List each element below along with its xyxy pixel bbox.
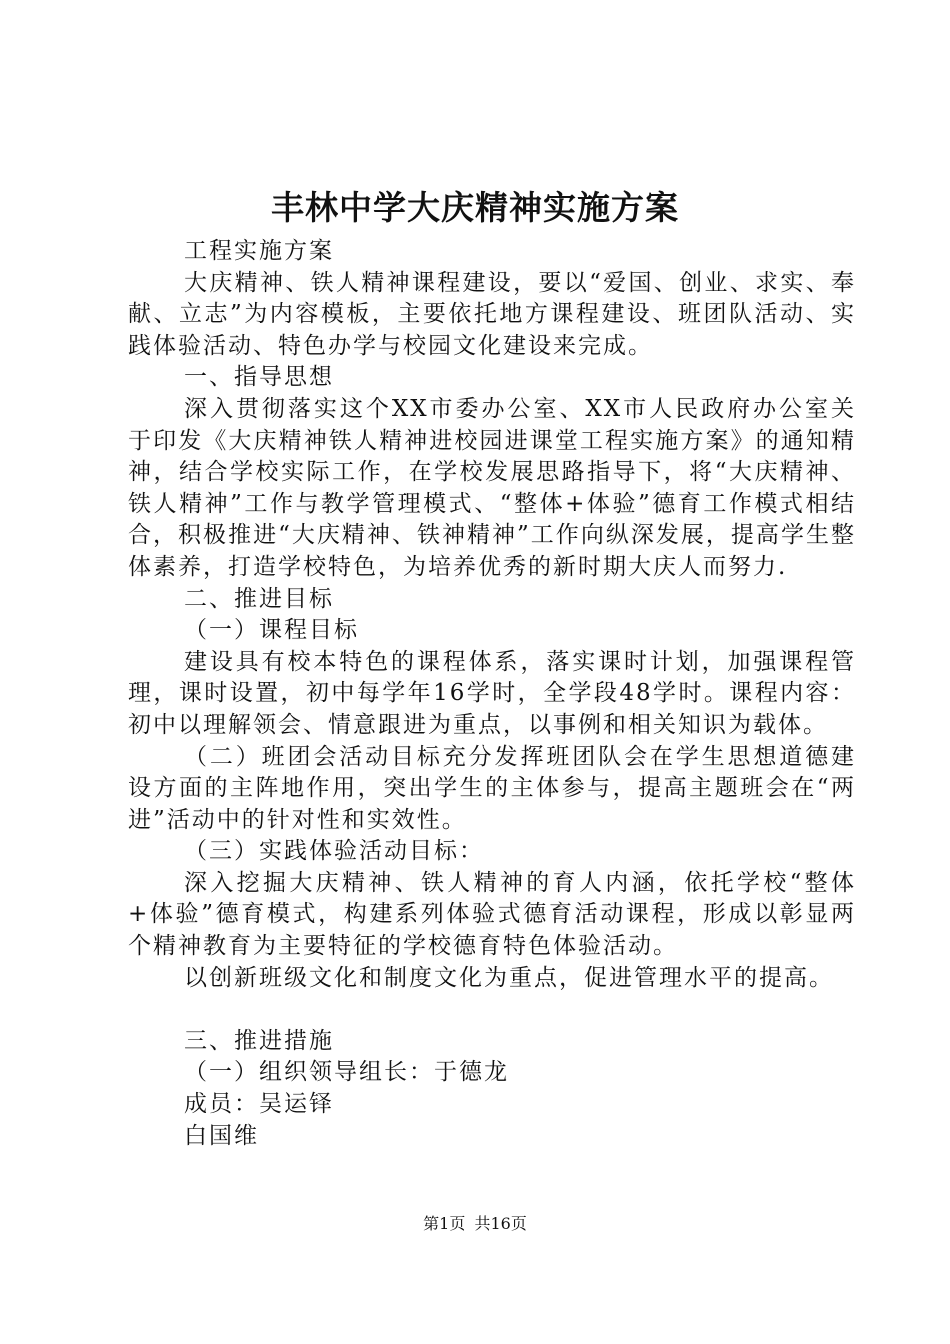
paragraph-class-activity-goal: （二）班团会活动目标充分发挥班团队会在学生思想道德建设方面的主阵地作用，突出学生的主体参与，提高主题班会在“两进”活动中的针对性和实效性。 <box>128 743 856 833</box>
heading-practice-goal: （三）实践体验活动目标： <box>184 838 484 865</box>
paragraph-leader: （一）组织领导组长：于德龙 <box>184 1059 509 1086</box>
heading-guiding-ideology: 一、指导思想 <box>184 364 334 391</box>
paragraph-course-goal: 建设具有校本特色的课程体系，落实课时计划，加强课程管理，课时设置，初中每学年16学时，全学段48学时。课程内容：初中以理解领会、情意跟进为重点，以事例和相关知识为载体。 <box>128 648 856 738</box>
paragraph-course-construction: 大庆精神、铁人精神课程建设，要以“爱国、创业、求实、奉献、立志”为内容模板，主要依托地方课程建设、班团队活动、实践体验活动、特色办学与校园文化建设来完成。 <box>128 269 856 359</box>
paragraph-spacer <box>128 994 856 1026</box>
paragraph-class-culture: 以创新班级文化和制度文化为重点，促进管理水平的提高。 <box>184 964 834 991</box>
page-footer <box>0 1214 950 1234</box>
paragraph-section-intro: 工程实施方案 <box>184 238 334 264</box>
document-body <box>128 236 856 1152</box>
paragraph-practice-goal: 深入挖掘大庆精神、铁人精神的育人内涵，依托学校“整体+体验”德育模式，构建系列体验式德育活动课程，形成以彰显两个精神教育为主要特征的学校德育特色体验活动。 <box>128 869 856 960</box>
heading-goals: 二、推进目标 <box>184 585 334 612</box>
paragraph-member-name: 白国维 <box>184 1122 259 1149</box>
document-title: 丰林中学大庆精神实施方案 <box>271 188 679 227</box>
heading-course-goal: （一）课程目标 <box>184 617 359 644</box>
paragraph-members: 成员：吴运铎 <box>184 1091 334 1118</box>
heading-measures: 三、推进措施 <box>184 1027 334 1054</box>
page-total: 共16页 <box>474 1214 527 1233</box>
paragraph-guiding-ideology: 深入贯彻落实这个XX市委办公室、XX市人民政府办公室关于印发《大庆精神铁人精神进校园进课堂工程实施方案》的通知精神，结合学校实际工作，在学校发展思路指导下，将“大庆精神、铁人精神”工作与教学管理模式、“整体+体验”德育工作模式相结合，积极推进“大庆精神、铁神精神”工作向纵深发展，提高学生整体素养，打造学校特色，为培养优秀的新时期大庆人而努力. <box>128 395 856 580</box>
page-number: 第1页 <box>423 1214 466 1233</box>
